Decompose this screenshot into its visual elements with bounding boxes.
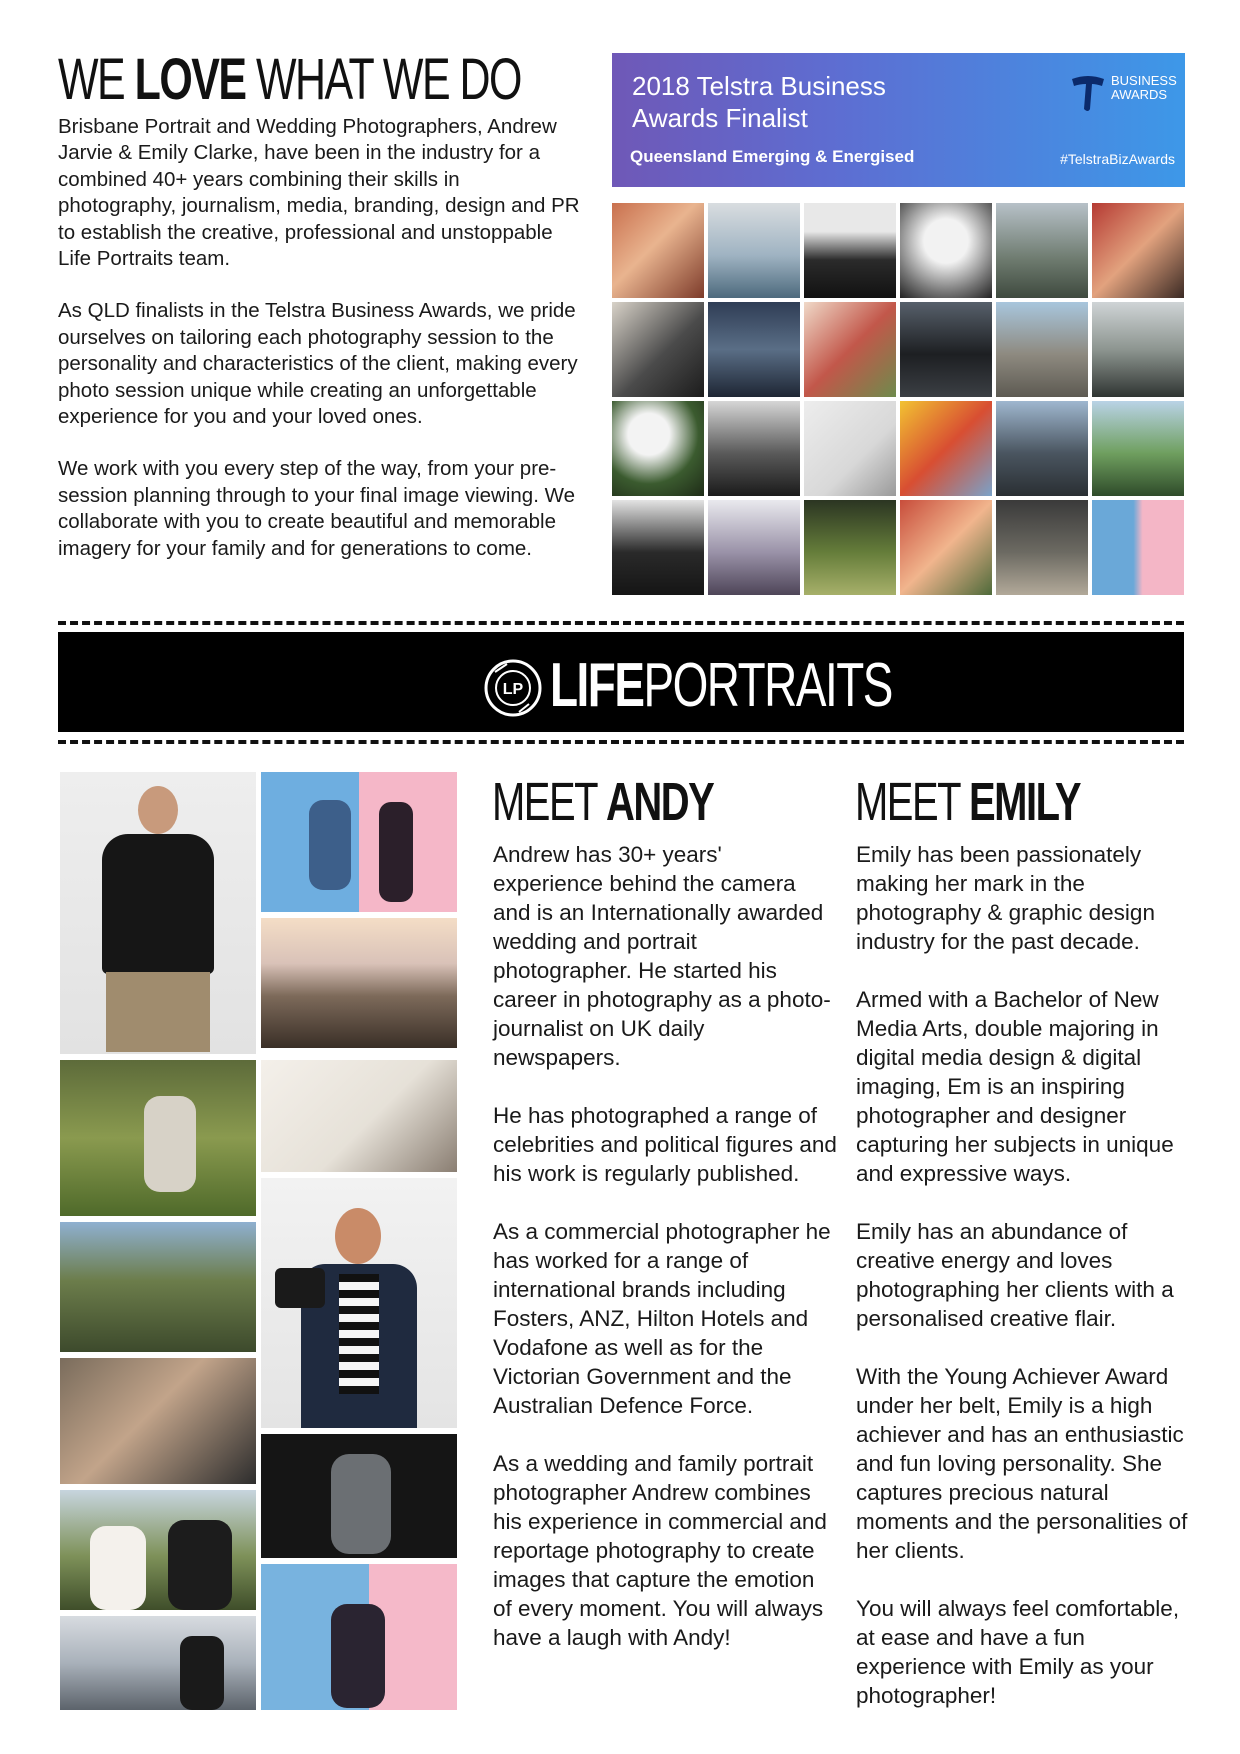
photo-tile	[708, 302, 800, 397]
photo-tile	[1092, 302, 1184, 397]
photo-tile	[1092, 401, 1184, 496]
bio-paragraph: As a wedding and family portrait photographer Andrew combines his experience in commercial and reportage photography to create images that capture the emotion of every moment. You will always have a laugh with Andy!	[493, 1451, 827, 1650]
banner-title: 2018 Telstra Business Awards Finalist	[632, 71, 886, 133]
andy-bio	[493, 840, 838, 1681]
dashed-divider	[58, 740, 1184, 744]
collage-photo	[261, 1060, 457, 1172]
photo-tile	[900, 401, 992, 496]
photo-tile	[1092, 500, 1184, 595]
photo-tile	[900, 302, 992, 397]
collage-photo	[261, 772, 457, 912]
collage-photo	[60, 1490, 256, 1610]
bio-paragraph: You will always feel comfortable, at ease and have a fun experience with Emily as your photographer!	[856, 1596, 1180, 1708]
telstra-t-icon	[1069, 73, 1107, 113]
bio-paragraph: Emily has an abundance of creative energy and loves photographing her clients with a personalised creative flair.	[856, 1219, 1174, 1331]
brand-wordmark: LIFEPORTRAITS	[550, 651, 892, 720]
photo-tile	[996, 203, 1088, 298]
photo-tile	[708, 500, 800, 595]
photo-tile	[996, 302, 1088, 397]
emily-portrait-photo	[261, 1178, 457, 1428]
andy-portrait-photo	[60, 772, 256, 1054]
telstra-awards-banner	[612, 53, 1185, 187]
intro-paragraph: As QLD finalists in the Telstra Business Awards, we pride ourselves on tailoring each photography session to the personality and characteristics of the client, making every photo session unique while creating an unforgettable experience for you and your loved ones.	[58, 299, 578, 429]
lp-monogram-logo	[483, 658, 543, 718]
photo-tile	[612, 203, 704, 298]
bio-paragraph: Andrew has 30+ years' experience behind the camera and is an Internationally awarded wedding and portrait photographer. He started his career in photography as a photo-journalist on UK daily newspapers.	[493, 842, 831, 1070]
intro-paragraph: We work with you every step of the way, from your pre-session planning through to your final image viewing. We collaborate with you to create beautiful and memorable imagery for your family and for generations to come.	[58, 457, 575, 560]
photo-tile	[804, 401, 896, 496]
dashed-divider	[58, 621, 1184, 625]
photo-tile	[804, 302, 896, 397]
photo-tile	[804, 203, 896, 298]
collage-photo	[261, 1434, 457, 1558]
intro-text	[58, 114, 583, 588]
photo-tile	[612, 401, 704, 496]
photo-tile	[612, 302, 704, 397]
bio-paragraph: Emily has been passionately making her mark in the photography & graphic design industry for the past decade.	[856, 842, 1155, 954]
photo-tile	[708, 401, 800, 496]
brand-bar	[58, 632, 1184, 732]
photo-tile	[804, 500, 896, 595]
collage-photo	[60, 1358, 256, 1484]
telstra-logo	[1067, 71, 1177, 115]
photo-tile	[996, 500, 1088, 595]
photo-tile	[1092, 203, 1184, 298]
banner-hashtag: #TelstraBizAwards	[1060, 151, 1175, 167]
bio-paragraph: As a commercial photographer he has worked for a range of international brands including Fosters, ANZ, Hilton Hotels and Vodafone as well as for the Victorian Government and the Australian Defence Force.	[493, 1219, 831, 1418]
collage-photo	[261, 918, 457, 1048]
bio-paragraph: With the Young Achiever Award under her belt, Emily is a high achiever and has an enthusiastic and fun loving personality. She captures precious natural moments and the personalities of her clients.	[856, 1364, 1188, 1563]
photo-tile	[900, 500, 992, 595]
photo-tile	[996, 401, 1088, 496]
collage-photo	[60, 1222, 256, 1352]
banner-subtitle: Queensland Emerging & Energised	[630, 147, 915, 166]
collage-photo	[60, 1616, 256, 1710]
bio-paragraph: He has photographed a range of celebrities and political figures and his work is regularly published.	[493, 1103, 837, 1186]
bio-paragraph: Armed with a Bachelor of New Media Arts, double majoring in digital media design & digital imaging, Em is an inspiring photographer and designer capturing her subjects in unique and expressive ways.	[856, 987, 1174, 1186]
emily-bio	[856, 840, 1201, 1739]
collage-photo	[261, 1564, 457, 1710]
meet-andy-heading: MEET ANDY	[492, 772, 714, 832]
intro-paragraph: Brisbane Portrait and Wedding Photographers, Andrew Jarvie & Emily Clarke, have been in the industry for a combined 40+ years combining their skills in photography, journalism, media, branding, design and PR to establish the creative, professional and unstoppable Life Portraits team.	[58, 115, 580, 271]
event-photo-grid	[612, 203, 1185, 595]
meet-emily-heading: MEET EMILY	[855, 772, 1081, 832]
collage-photo	[60, 1060, 256, 1216]
banner-logo-text: BUSINESS AWARDS	[1111, 73, 1177, 102]
photo-tile	[708, 203, 800, 298]
photo-tile	[900, 203, 992, 298]
page-heading: WE LOVE WHAT WE DO	[58, 47, 521, 112]
photo-tile	[612, 500, 704, 595]
svg-text:LP: LP	[502, 681, 524, 698]
